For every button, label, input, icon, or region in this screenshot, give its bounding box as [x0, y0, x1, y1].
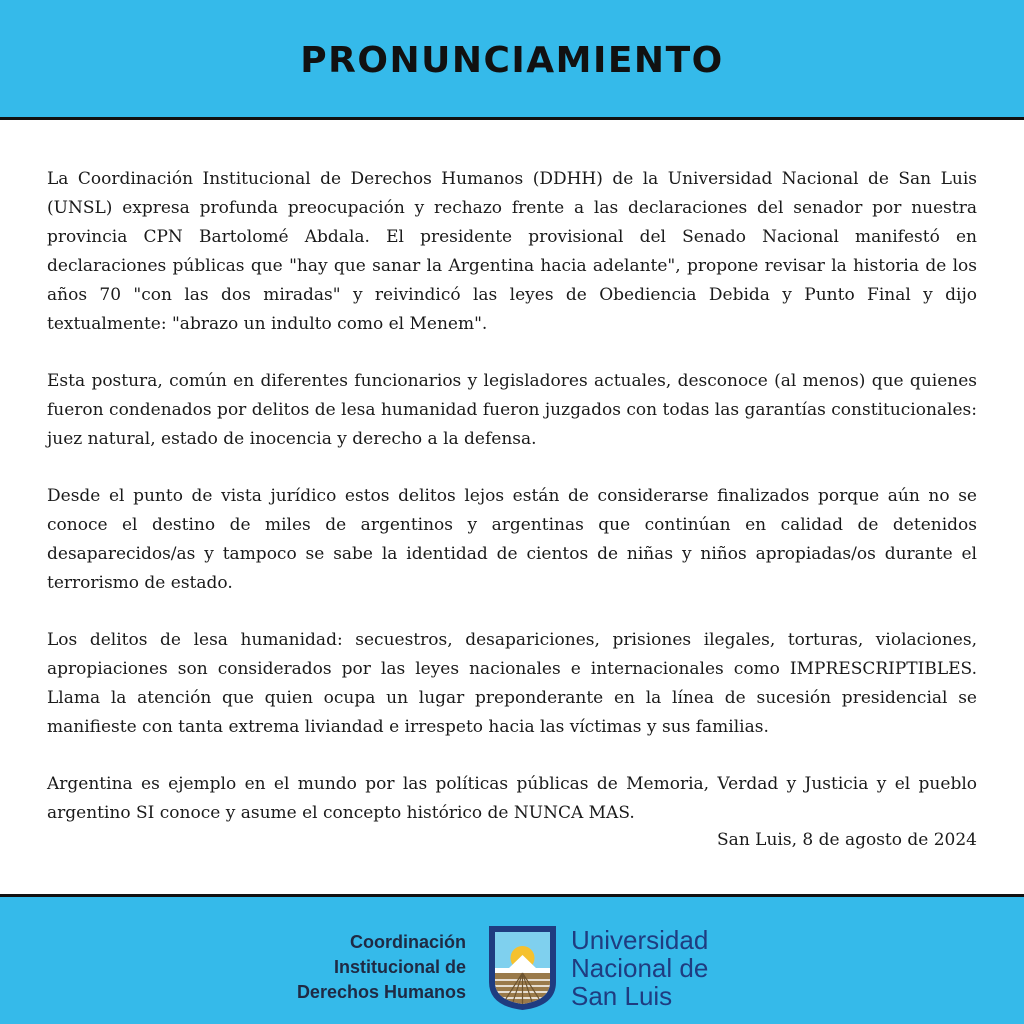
university-line-2: Nacional de [571, 953, 709, 983]
coordination-line-2: Institucional de [333, 957, 466, 977]
statement-body [47, 165, 977, 856]
coordination-line-3: Derechos Humanos [296, 982, 466, 1002]
footer-banner [0, 894, 1024, 1024]
paragraph-3: Desde el punto de vista jurídico estos delitos lejos están de considerarse finalizados porque aún no se conoce el destino de miles de argentinos y argentinas que continúan en calidad de detenidos desaparecidos/as y tampoco se sabe la identidad de cientos de niñas y niños apropiadas/os durante el terrorismo de estado. [47, 486, 977, 593]
header-banner [0, 0, 1024, 120]
university-line-3: San Luis [571, 981, 673, 1011]
paragraph-2: Esta postura, común en diferentes funcionarios y legisladores actuales, desconoce (al menos) que quienes fueron condenados por delitos de lesa humanidad fueron juzgados con todas las garantías constitucionales: juez natural, estado de inocencia y derecho a la defensa. [47, 371, 977, 449]
paragraph-4: Los delitos de lesa humanidad: secuestros, desapariciones, prisiones ilegales, torturas, violaciones, apropiaciones son considerados por las leyes nacionales e internacionales como IMPRESCRIPTIBLES. Llama la atención que quien ocupa un lugar preponderante en la línea de sucesión presidencial se manifieste con tanta extrema liviandad e irrespeto hacia las víctimas y sus familias. [47, 630, 977, 737]
unsl-shield-logo-icon [487, 924, 558, 1011]
coordination-line-1: Coordinación [350, 932, 466, 952]
paragraph-1: La Coordinación Institucional de Derechos Humanos (DDHH) de la Universidad Nacional de San Luis (UNSL) expresa profunda preocupación y rechazo frente a las declaraciones del senador por nuestra provincia CPN Bartolomé Abdala. El presidente provisional del Senado Nacional manifestó en declaraciones públicas que "hay que sanar la Argentina hacia adelante", propone revisar la historia de los años 70 "con las dos miradas" y reivindicó las leyes de Obediencia Debida y Punto Final y dijo textualmente: "abrazo un indulto como el Menem". [47, 169, 977, 334]
paragraph-5: Argentina es ejemplo en el mundo por las políticas públicas de Memoria, Verdad y Justicia y el pueblo argentino SI conoce y asume el concepto histórico de NUNCA MAS. [47, 774, 977, 823]
university-name [571, 926, 708, 1010]
page-title: PRONUNCIAMIENTO [300, 40, 724, 81]
place-date-signature: San Luis, 8 de agosto de 2024 [717, 830, 977, 850]
coordination-name [297, 930, 466, 1005]
university-line-1: Universidad [571, 925, 709, 955]
